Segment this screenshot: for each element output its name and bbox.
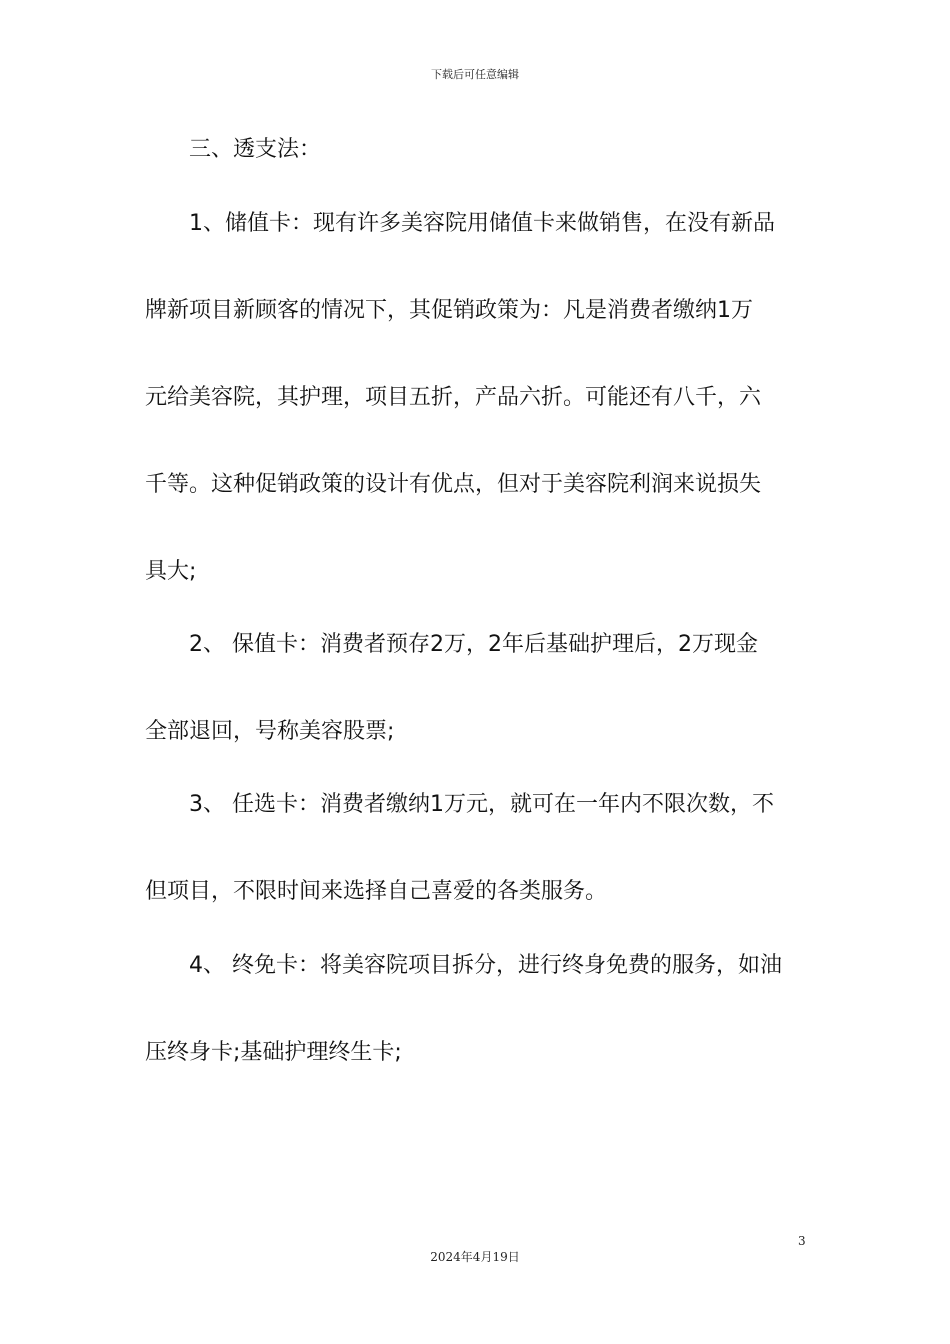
paragraph-line: 千等。这种促销政策的设计有优点，但对于美容院利润来说损失 xyxy=(145,472,762,497)
paragraph-line: 具大; xyxy=(145,559,197,584)
page-header: 下载后可任意编辑 xyxy=(431,68,519,81)
paragraph-line: 全部退回，号称美容股票; xyxy=(145,719,395,744)
paragraph-line: 4、 终免卡：将美容院项目拆分，进行终身免费的服务，如油 xyxy=(145,953,782,978)
paragraph-line: 压终身卡;基础护理终生卡; xyxy=(145,1040,402,1065)
paragraph-line: 2、 保值卡：消费者预存2万，2年后基础护理后，2万现金 xyxy=(145,632,758,657)
paragraph-line: 牌新项目新顾客的情况下，其促销政策为：凡是消费者缴纳1万 xyxy=(145,298,753,323)
section-heading: 三、透支法： xyxy=(145,137,322,162)
footer-date: 2024年4月19日 xyxy=(430,1250,520,1264)
paragraph-line: 3、 任选卡：消费者缴纳1万元，就可在一年内不限次数，不 xyxy=(145,792,774,817)
paragraph-line: 但项目，不限时间来选择自己喜爱的各类服务。 xyxy=(145,879,608,904)
page-number: 3 xyxy=(798,1234,806,1248)
paragraph-line: 元给美容院，其护理，项目五折，产品六折。可能还有八千，六 xyxy=(145,385,762,410)
paragraph-line: 1、储值卡：现有许多美容院用储值卡来做销售，在没有新品 xyxy=(145,211,775,236)
